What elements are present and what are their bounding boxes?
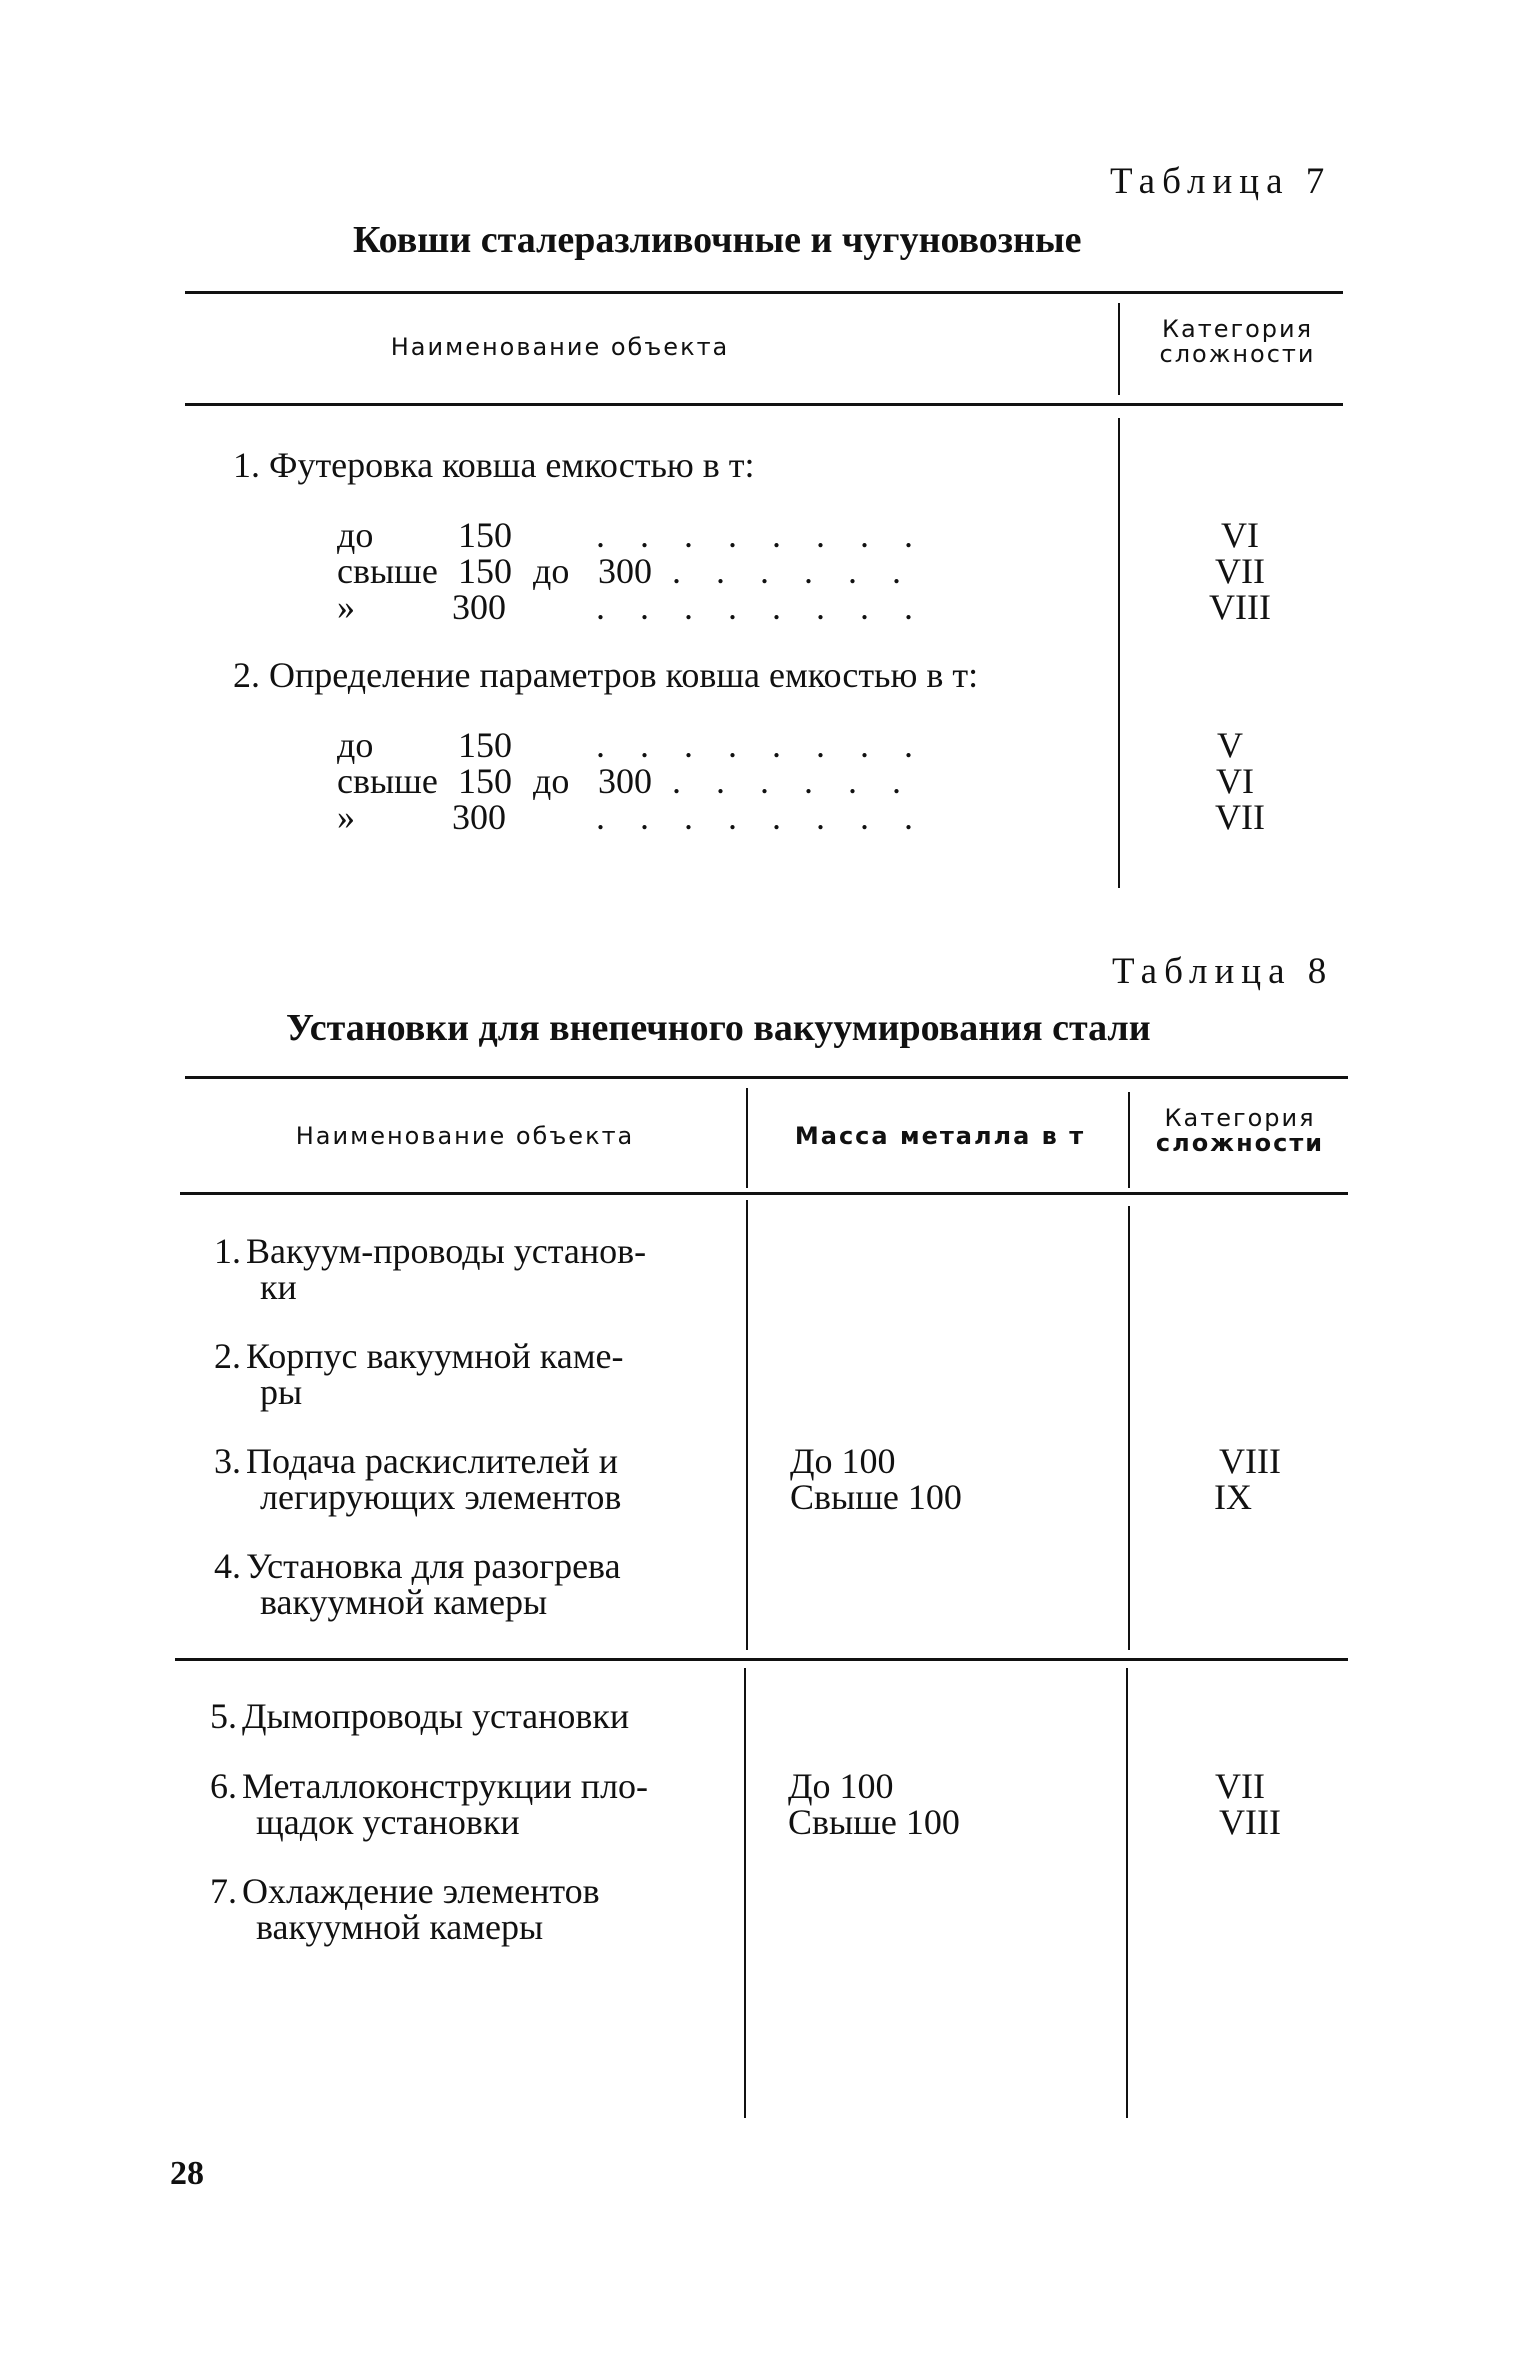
table7-group2-heading: 2. Определение параметров ковша емкостью в т: (233, 655, 979, 695)
table8-item-1-num: 1. (214, 1231, 241, 1271)
table7-g2-r2-b: 150 (458, 761, 512, 801)
table7-col-category-line2: сложности (1159, 340, 1316, 369)
table7-g2-r2-dots: ...... (672, 761, 936, 801)
table7-g1-r3-cat: VIII (1209, 587, 1271, 627)
table7-g2-r3-cat: VII (1215, 797, 1265, 837)
table8-item-2-num: 2. (214, 1336, 241, 1376)
table8-block2-divider-1 (744, 1668, 746, 2118)
table7-body-divider (1118, 418, 1120, 888)
table8-top-rule (185, 1076, 1348, 1079)
table7-g1-r3-dots: ........ (596, 587, 948, 627)
table7-g1-r2-d: 300 (598, 551, 652, 591)
table8-item-4-num: 4. (214, 1546, 241, 1586)
table8-item-3-num: 3. (214, 1441, 241, 1481)
table7-g2-r3-dots: ........ (596, 797, 948, 837)
table8-block1-cat-2: IX (1214, 1477, 1252, 1517)
table8-block2-divider-2 (1126, 1668, 1128, 2118)
table7-g1-r1-cat: VI (1221, 515, 1259, 555)
table8-block2-mass-1: До 100 (788, 1766, 894, 1806)
table8-header-divider-2 (1128, 1092, 1130, 1188)
table7-col-name: Наименование объекта (390, 333, 730, 361)
table8-block1-mass-1: До 100 (790, 1441, 896, 1481)
table7-g1-r2-a: свыше (337, 551, 438, 591)
table8-item-1-line2: ки (260, 1267, 297, 1307)
table8-header-divider-1 (746, 1088, 748, 1188)
table7-g2-r1-b: 150 (458, 725, 512, 765)
table7-group1-heading: 1. Футеровка ковша емкостью в т: (233, 445, 755, 485)
table7-g1-r3-a: » (337, 587, 355, 627)
table8-block1-mass-2: Свыше 100 (790, 1477, 962, 1517)
table8-col-mass: Масса металла в т (794, 1122, 1086, 1150)
table7-col-category (1150, 317, 1325, 367)
page-number: 28 (170, 2155, 204, 2192)
table8-item-6-line2: щадок установки (256, 1802, 520, 1842)
table7-g2-r3-d: 300 (452, 797, 506, 837)
table8-item-7-num: 7. (210, 1871, 237, 1911)
table8-block2-cat-1: VII (1215, 1766, 1265, 1806)
table7-title: Ковши сталеразливочные и чугуновозные (353, 219, 1082, 261)
table7-g2-r1-cat: V (1217, 725, 1243, 765)
table8-col-category (1140, 1106, 1340, 1156)
table7-g1-r3-d: 300 (452, 587, 506, 627)
table8-item-7-line1: Охлаждение элементов (242, 1871, 600, 1911)
table7-g1-r1-a: до (337, 515, 374, 555)
table8-item-2 (214, 1338, 734, 1410)
table7-g2-r1-dots: ........ (596, 725, 948, 765)
table8-block1-divider-2 (1128, 1206, 1130, 1650)
table8-block1-divider-1 (746, 1200, 748, 1650)
table7-g2-r2-a: свыше (337, 761, 438, 801)
table8-item-7-line2: вакуумной камеры (256, 1907, 544, 1947)
table7-label: Таблица 7 (1110, 161, 1332, 202)
table8-block2-mass-2: Свыше 100 (788, 1802, 960, 1842)
table8-item-3-line2: легирующих элементов (260, 1477, 622, 1517)
table7-g2-r1-a: до (337, 725, 374, 765)
table8-block-rule (175, 1658, 1348, 1661)
table8-block2-cat-2: VIII (1219, 1802, 1281, 1842)
table8-item-4-line1: Установка для разогрева (246, 1546, 621, 1586)
table7-g2-r2-d: 300 (598, 761, 652, 801)
table8-item-2-line2: ры (260, 1372, 303, 1412)
table8-item-4 (214, 1548, 734, 1620)
table7-col-category-line1: Категория (1161, 315, 1314, 343)
table7-g1-r2-b: 150 (458, 551, 512, 591)
table8-item-5 (210, 1698, 730, 1734)
table7-g1-r1-dots: ........ (596, 515, 948, 555)
table8-item-1 (214, 1233, 734, 1305)
table8-item-5-num: 5. (210, 1696, 237, 1736)
table7-g2-r2-c: до (533, 761, 570, 801)
table7-g1-r2-cat: VII (1215, 551, 1265, 591)
table8-item-3-line1: Подача раскислителей и (246, 1441, 619, 1481)
table7-header-divider (1118, 303, 1120, 395)
table8-col-category-line1: Категория (1164, 1104, 1316, 1132)
table7-g2-r3-a: » (337, 797, 355, 837)
table8-item-6-num: 6. (210, 1766, 237, 1806)
table8-item-5-line1: Дымопроводы установки (242, 1696, 630, 1736)
table8-header-rule (180, 1192, 1348, 1195)
table7-g2-r2-cat: VI (1216, 761, 1254, 801)
table8-item-7 (210, 1873, 730, 1945)
table8-item-2-line1: Корпус вакуумной каме- (246, 1336, 624, 1376)
table8-item-3 (214, 1443, 734, 1515)
table8-label: Таблица 8 (1112, 951, 1334, 992)
table8-title: Установки для внепечного вакуумирования стали (286, 1007, 1151, 1049)
table7-g1-r2-dots: ...... (672, 551, 936, 591)
table8-col-name: Наименование объекта (295, 1122, 635, 1150)
table7-g1-r1-b: 150 (458, 515, 512, 555)
table8-item-4-line2: вакуумной камеры (260, 1582, 548, 1622)
table8-block1-cat-1: VIII (1219, 1441, 1281, 1481)
table7-header-rule (185, 403, 1343, 406)
table7-g1-r2-c: до (533, 551, 570, 591)
table8-item-6-line1: Металлоконструкции пло- (242, 1766, 649, 1806)
table8-col-category-line2: сложности (1155, 1129, 1325, 1158)
table8-item-1-line1: Вакуум-проводы установ- (246, 1231, 647, 1271)
table7-top-rule (185, 291, 1343, 294)
table8-item-6 (210, 1768, 730, 1840)
